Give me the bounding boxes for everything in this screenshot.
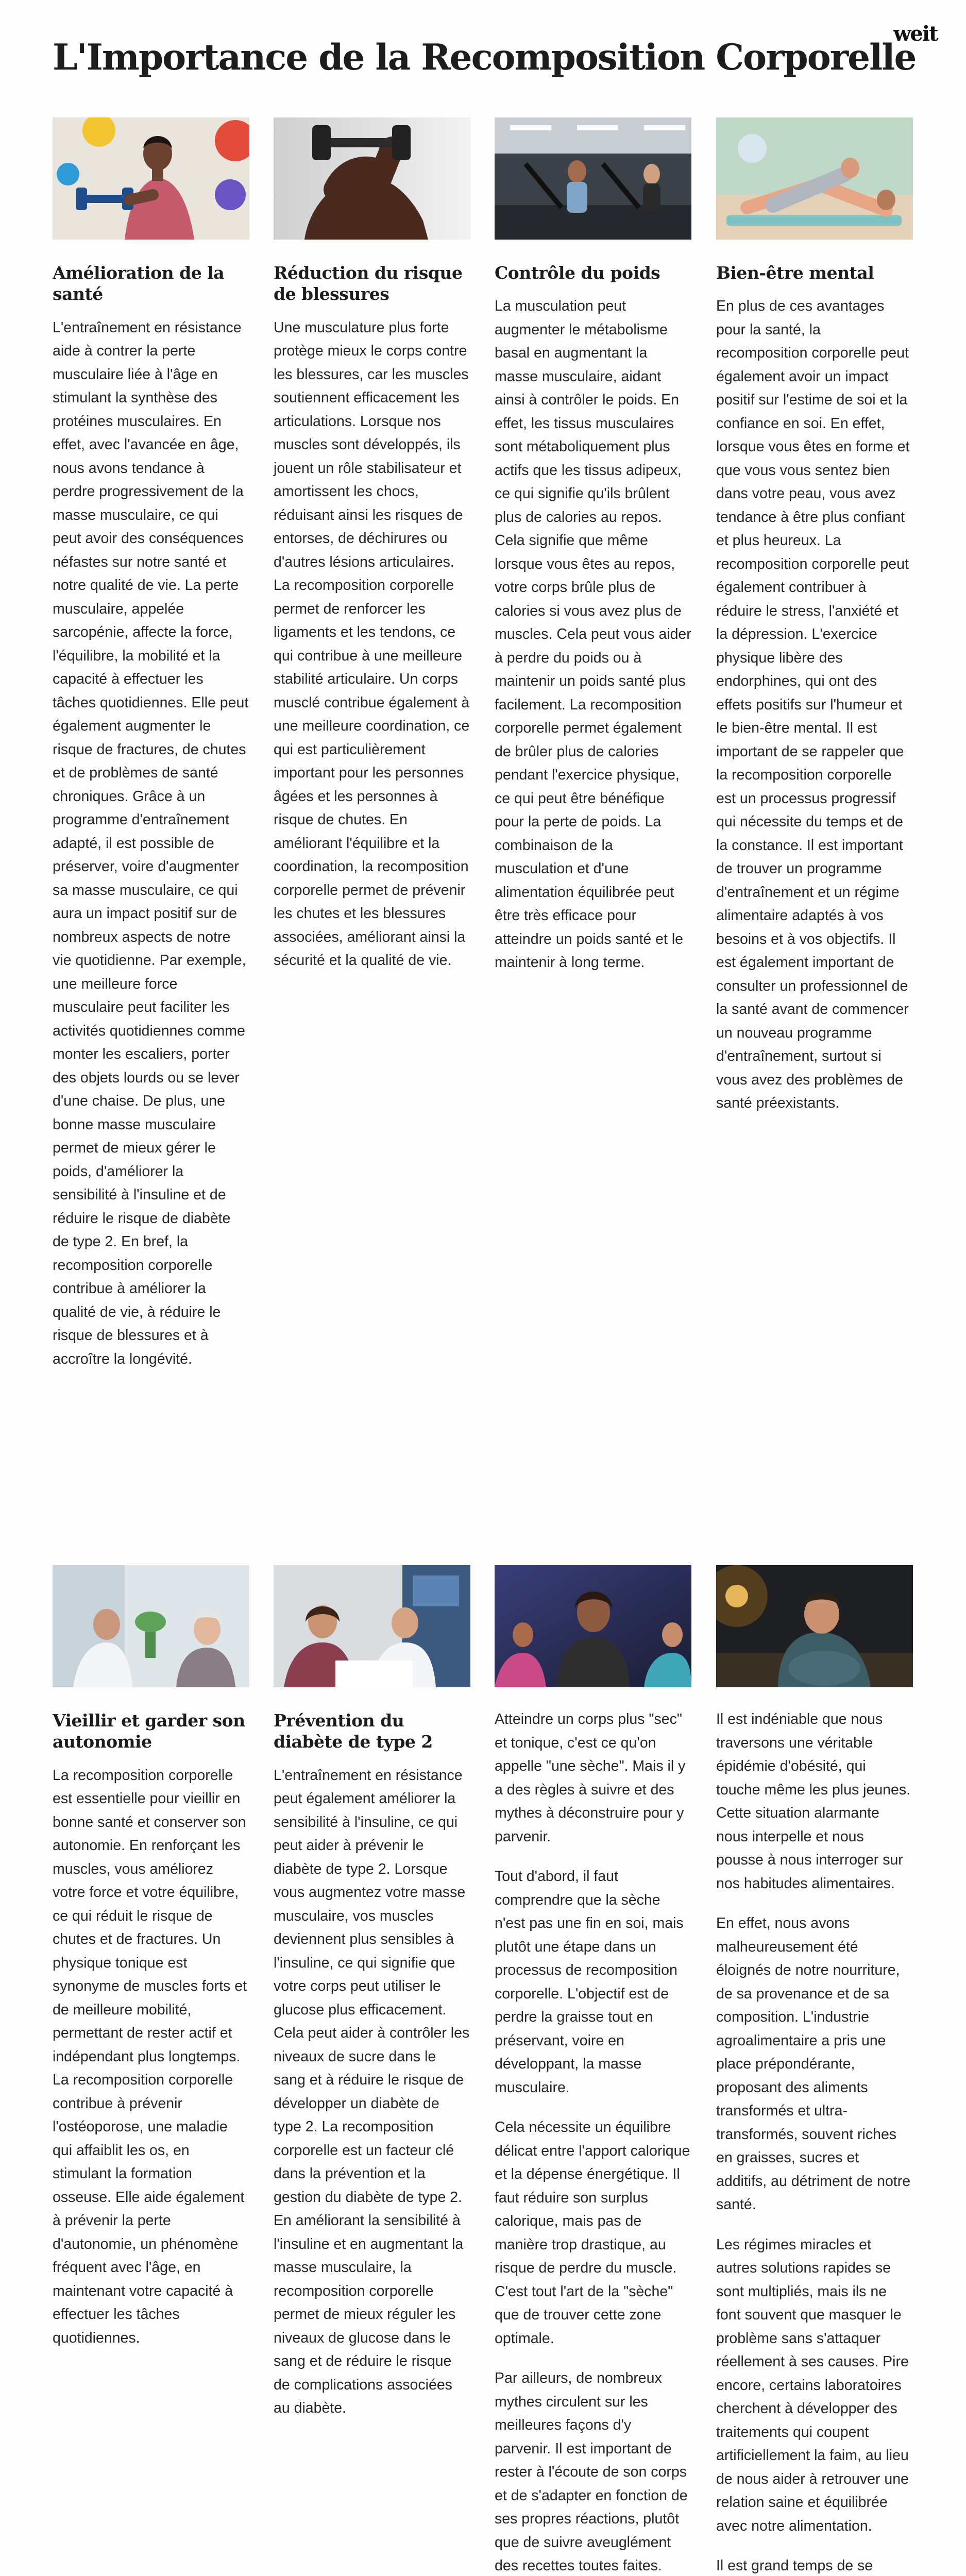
card-text: Il est indéniable que nous traversons une véritable épidémie d'obésité, qui touche même les plus jeunes. Cette situation alarmante nous interpelle et nous pousse à nous interroger sur nos habitudes alimentaires. xyxy=(716,1711,911,1892)
card-seche xyxy=(495,1565,691,2576)
card-aging xyxy=(53,1565,249,2350)
athletes-photo xyxy=(495,1565,691,1687)
treadmill-photo xyxy=(495,117,691,240)
card-text: L'entraînement en résistance peut également améliorer la sensibilité à l'insuline, ce qui peut aider à prévenir le diabète de type 2. Lorsque vous augmentez votre masse musculaire, vos muscles deviennent plus sensibles à l'insuline, ce qui signifie que votre corps peut utiliser le glucose plus efficacement. Cela peut aider à contrôler les niveaux de sucre dans le sang et à réduire le risque de développer un diabète de type 2. La recomposition corporelle est un facteur clé dans la prévention et la gestion du diabète de type 2. En améliorant la sensibilité à l'insuline et en augmentant la masse musculaire, la recomposition corporelle permet de mieux réguler les niveaux de glucose dans le sang et de réduire le risque de complications associées au diabète. xyxy=(274,1767,470,2416)
doctor-photo xyxy=(53,1565,249,1687)
card-text: Une musculature plus forte protège mieux le corps contre les blessures, car les muscles soutiennent efficacement les articulations. Lorsque nos muscles sont développés, ils jouent un rôle stabilisateur et amortissent les chocs, réduisant ainsi les risques de entorses, de déchirures ou d'autres lésions articulaires. La recomposition corporelle permet de renforcer les ligaments et les tendons, ce qui contribue à une meilleure stabilité articulaire. Un corps musclé contribue également à une meilleure coordination, ce qui est particulièrement important pour les personnes âgées et les personnes à risque de chutes. En améliorant l'équilibre et la coordination, la recomposition corporelle permet de prévenir les chutes et les blessures associées, améliorant ainsi la sécurité et la qualité de vie. xyxy=(274,319,470,969)
card-text: L'entraînement en résistance aide à contrer la perte musculaire liée à l'âge en stimulant la synthèse des protéines musculaires. En effet, avec l'avancée en âge, nous avons tendance à perdre progressivement de la masse musculaire, ce qui peut avoir des conséquences néfastes sur notre santé et notre qualité de vie. La perte musculaire, appelée sarcopénie, affecte la force, l'équilibre, la mobilité et la capacité à effectuer les tâches quotidiennes. Elle peut également augmenter le risque de fractures, de chutes et de problèmes de santé chroniques. Grâce à un programme d'entraînement adapté, il est possible de préserver, voire d'augmenter sa masse musculaire, ce qui aura un impact positif sur de nombreux aspects de notre vie quotidienne. Par exemple, une meilleure force musculaire peut faciliter les activités quotidiennes comme monter les escaliers, porter des objets lourds ou se lever d'une chaise. De plus, une bonne masse musculaire permet de mieux gérer le poids, d'améliorer la sensibilité à l'insuline et de réduire le risque de diabète de type 2. En bref, la recomposition corporelle contribue à améliorer la qualité de vie, à réduire le risque de blessures et à accroître la longévité. xyxy=(53,319,249,1367)
card-text: Cela nécessite un équilibre délicat entre l'apport calorique et la dépense énergétique. Il faut réduire son surplus calorique, mais pas de manière trop drastique, au risque de perdre du muscle. C'est tout l'art de la "sèche" que de trouver cette zone optimale. xyxy=(495,2119,690,2347)
card-text: En plus de ces avantages pour la santé, la recomposition corporelle peut également avoir un impact positif sur l'estime de soi et la confiance en soi. En effet, lorsque vous êtes en forme et que vous vous sentez bien dans votre peau, vous avez tendance à être plus confiant et plus heureux. La recomposition corporelle peut également contribuer à réduire le stress, l'anxiété et la dépression. L'exercice physique libère des endorphines, qui ont des effets positifs sur l'humeur et le bien-être mental. Il est important de se rappeler que la recomposition corporelle est un processus progressif qui nécessite du temps et de la constance. Il est important de trouver un programme d'entraînement et un régime alimentaire adaptés à vos besoins et à vos objectifs. Il est également important de consulter un professionnel de la santé avant de commencer un nouveau programme d'entraînement, surtout si vous avez des problèmes de santé préexistants. xyxy=(716,298,910,1112)
card-health xyxy=(53,117,249,1371)
card-title: Réduction du risque de blessures xyxy=(274,263,463,304)
card-obesity xyxy=(716,1565,913,2576)
glucose-photo xyxy=(274,1565,470,1687)
card-diabetes xyxy=(274,1565,470,2420)
card-text: Atteindre un corps plus "sec" et tonique, c'est ce qu'on appelle "une sèche". Mais il y a des règles à suivre et des mythes à déconstruire pour y parvenir. xyxy=(495,1711,686,1845)
card-wellbeing xyxy=(716,117,913,1115)
card-text: La musculation peut augmenter le métabolisme basal en augmentant la masse musculaire, aidant ainsi à contrôler le poids. En effet, les tissus musculaires sont métaboliquement plus actifs que les tissus adipeux, ce qui signifie qu'ils brûlent plus de calories au repos. Cela signifie que même lorsque vous êtes au repos, votre corps brûle plus de calories si vous avez plus de muscles. Cela peut vous aider à perdre du poids ou à maintenir un poids santé plus facilement. La recomposition corporelle permet également de brûler plus de calories pendant l'exercice physique, ce qui peut être bénéfique pour la perte de poids. La combinaison de la musculation et d'une alimentation équilibrée peut être très efficace pour atteindre un poids santé et le maintenir à long terme. xyxy=(495,298,691,971)
card-title: Bien-être mental xyxy=(716,263,874,283)
card-title: Contrôle du poids xyxy=(495,263,660,283)
card-text: Tout d'abord, il faut comprendre que la sèche n'est pas une fin en soi, mais plutôt une étape dans un processus de recomposition corporelle. L'objectif est de perdre la graisse tout en préservant, voire en développant, la masse musculaire. xyxy=(495,1868,684,2096)
card-weight xyxy=(495,117,691,975)
sofa-photo xyxy=(716,1565,913,1687)
card-text: Les régimes miracles et autres solutions rapides se sont multipliés, mais ils ne font souvent que masquer le problème sans s'attaquer réellement à ses causes. Pire encore, certains laboratoires cherchent à développer des traitements qui coupent artificiellement la faim, au lieu de nous aider à retrouver une relation saine et équilibrée avec notre alimentation. xyxy=(716,2236,909,2534)
brand-logo[interactable]: weit xyxy=(893,22,938,46)
card-title: Amélioration de la santé xyxy=(53,263,225,304)
woman-dumbbell-photo xyxy=(53,117,249,240)
page-title: L'Importance de la Recomposition Corporelle xyxy=(53,37,916,78)
card-text: Il est grand temps de se xyxy=(716,2557,873,2574)
card-title: Vieillir et garder son autonomie xyxy=(53,1710,245,1752)
card-text: Par ailleurs, de nombreux mythes circulent sur les meilleures façons d'y parvenir. Il est important de rester à l'écoute de son corps et de s'adapter en fonction de ses propres réactions, plutôt que de suivre aveuglément des recettes toutes faites. xyxy=(495,2370,688,2574)
card-text: En effet, nous avons malheureusement été éloignés de notre nourriture, de sa provenance et de sa composition. L'industrie agroalimentaire a pris une place prépondérante, proposant des aliments transformés et ultra-transformés, souvent riches en graisses, sucres et additifs, au détriment de notre santé. xyxy=(716,1915,911,2213)
card-title: Prévention du diabète de type 2 xyxy=(274,1710,433,1752)
card-text: La recomposition corporelle est essentielle pour vieillir en bonne santé et conserver son autonomie. En renforçant les muscles, vous améliorez votre force et votre équilibre, ce qui réduit le risque de chutes et de fractures. Un physique tonique est synonyme de muscles forts et de meilleure mobilité, permettant de rester actif et indépendant plus longtemps. La recomposition corporelle contribue à prévenir l'ostéoporose, une maladie qui affaiblit les os, en stimulant la formation osseuse. Elle aide également à prévenir la perte d'autonomie, un phénomène fréquent avec l'âge, en maintenant votre capacité à effectuer les tâches quotidiennes. xyxy=(53,1767,247,2346)
plank-photo xyxy=(716,117,913,240)
card-injury xyxy=(274,117,470,973)
arm-dumbbell-photo xyxy=(274,117,470,240)
